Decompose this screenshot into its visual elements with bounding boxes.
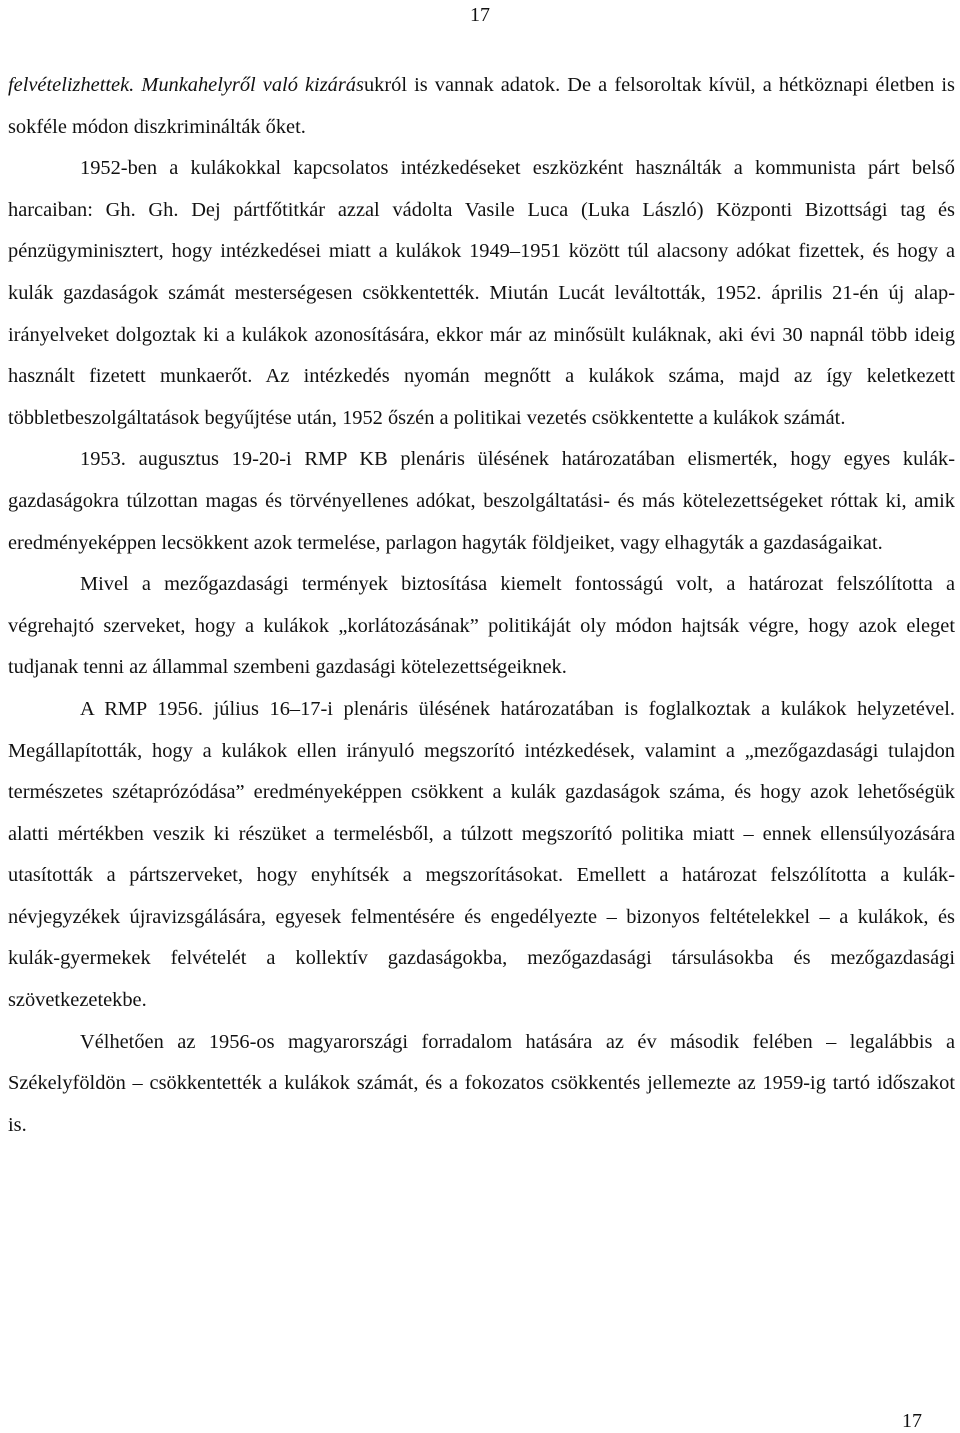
paragraph-2: 1952-ben a kulákokkal kapcsolatos intézkedéseket eszközként használták a kommunista párt belső harcaiban: Gh. Gh. Dej pártfőtitkár azzal vádolta Vasile Luca (Luka László) Központi Bizottsági tag és pénzügyminisztert, hogy intézkedései miatt a kulákok 1949–1951 között túl alacsony adókat fizettek, és hogy a kulák gazdaságok számát mesterségesen csökkentették. Miután Lucát leváltották, 1952. április 21-én új alap-irányelveket dolgoztak ki a kulákok azonosítására, ekkor már az minősült kuláknak, aki évi 30 napnál több ideig használt fizetett munkaerőt. Az intézkedés nyomán megnőtt a kulákok száma, majd az így keletkezett többletbeszolgáltatások begyűjtése után, 1952 őszén a politikai vezetés csökkentette a kulákok számát. (8, 157, 955, 429)
paragraph-1-rest: ukról is vannak adatok. De a felsoroltak kívül, a hétköznapi életben is sokféle módon diszkriminálták őket. (8, 74, 955, 138)
document-body (8, 65, 955, 1146)
paragraph-1-italic: felvételizhettek. Munkahelyről való kizárás (8, 74, 364, 96)
page-number-top: 17 (470, 4, 490, 26)
paragraph-4: Mivel a mezőgazdasági termények biztosítása kiemelt fontosságú volt, a határozat felszólította a végrehajtó szerveket, hogy a kulákok „korlátozásának” politikáját oly módon hajtsák végre, hogy azok eleget tudjanak tenni az állammal szembeni gazdasági kötelezettségeiknek. (8, 573, 955, 679)
paragraph-5: A RMP 1956. július 16–17-i plenáris ülésének határozatában is foglalkoztak a kulákok helyzetével. Megállapították, hogy a kulákok ellen irányuló megszorító intézkedések, valamint a „mezőgazdasági tulajdon természetes szétaprózódása” eredményeképpen csökkent a kulák gazdaságok száma, és hogy azok lehetőségük alatti mértékben veszik ki részüket a termelésből, a túlzott megszorító politika miatt – ennek ellensúlyozására utasították a pártszerveket, hogy enyhítsék a megszorításokat. Emellett a határozat felszólította a kulák-névjegyzékek újravizsgálására, egyesek felmentésére és engedélyezte – bizonyos feltételekkel – a kulákok, és kulák-gyermekek felvételét a kollektív gazdaságokba, mezőgazdasági társulásokba és mezőgazdasági szövetkezetekbe. (8, 697, 955, 1012)
paragraph-1 (8, 65, 955, 148)
page-number-bottom: 17 (902, 1410, 922, 1432)
paragraph-3: 1953. augusztus 19-20-i RMP KB plenáris ülésének határozatában elismerték, hogy egyes kulák-gazdaságokra túlzottan magas és törvényellenes adókat, beszolgáltatási- és más kötelezettségeket róttak ki, amik eredményeképpen lecsökkent azok termelése, parlagon hagyták földjeiket, vagy elhagyták a gazdaságaikat. (8, 448, 955, 554)
paragraph-6: Vélhetően az 1956-os magyarországi forradalom hatására az év második felében – legalábbis a Székelyföldön – csökkentették a kulákok számát, és a fokozatos csökkentés jellemezte az 1959-ig tartó időszakot is. (8, 1030, 955, 1136)
